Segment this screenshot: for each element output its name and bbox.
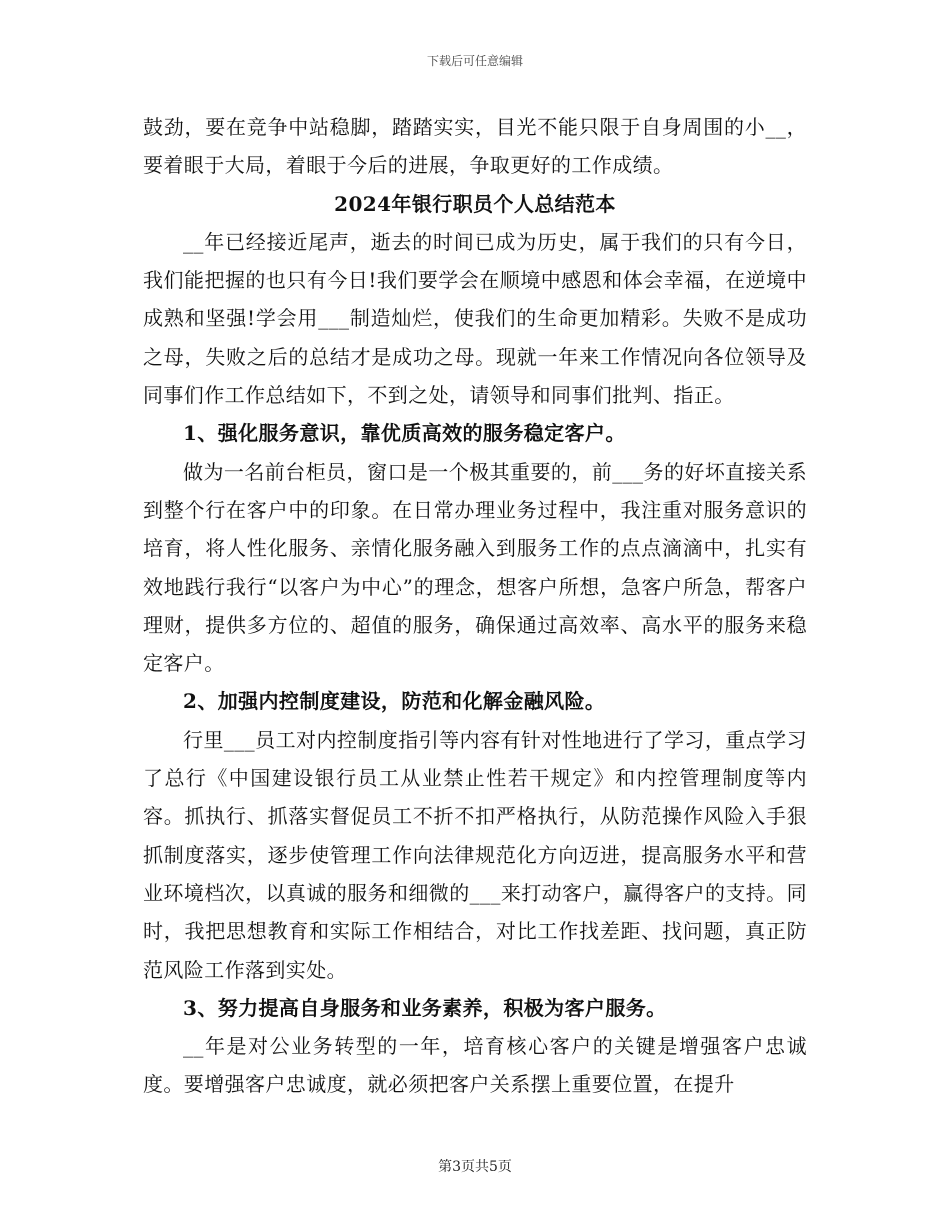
opening-paragraph: __年已经接近尾声，逝去的时间已成为历史，属于我们的只有今日，我们能把握的也只有今日!我们要学会在顺境中感恩和体会幸福，在逆境中成熟和坚强!学会用___制造灿烂，使我们的生命更加精彩。失败不是成功之母，失败之后的总结才是成功之母。现就一年来工作情况向各位领导及同事们作工作总结如下，不到之处，请领导和同事们批判、指正。 — [143, 229, 807, 408]
document-body — [143, 108, 807, 1104]
page-number: 第3页共5页 — [438, 1159, 512, 1175]
section-1-body: 做为一名前台柜员，窗口是一个极其重要的，前___务的好坏直接关系到整个行在客户中的印象。在日常办理业务过程中，我注重对服务意识的培育，将人性化服务、亲情化服务融入到服务工作的点点滴滴中，扎实有效地践行我行“以客户为中心”的理念，想客户所想，急客户所急，帮客户理财，提供多方位的、超值的服务，确保通过高效率、高水平的服务来稳定客户。 — [143, 459, 807, 676]
document-title: 2024年银行职员个人总结范本 — [334, 191, 616, 216]
page-header: 下载后可任意编辑 — [426, 54, 523, 68]
section-3-body: __年是对公业务转型的一年，培育核心客户的关键是增强客户忠诚度。要增强客户忠诚度，就必须把客户关系摆上重要位置，在提升 — [143, 1034, 807, 1097]
section-3-heading: 3、努力提高自身服务和业务素养，积极为客户服务。 — [183, 995, 667, 1020]
intro-continuation: 鼓劲，要在竞争中站稳脚，踏踏实实，目光不能只限于自身周围的小__，要着眼于大局，着眼于今后的进展，争取更好的工作成绩。 — [143, 115, 807, 178]
section-2-body: 行里___员工对内控制度指引等内容有针对性地进行了学习，重点学习了总行《中国建设银行员工从业禁止性若干规定》和内控管理制度等内容。抓执行、抓落实督促员工不折不扣严格执行，从防范操作风险入手狠抓制度落实，逐步使管理工作向法律规范化方向迈进，提高服务水平和营业环境档次，以真诚的服务和细微的___来打动客户，赢得客户的支持。同时，我把思想教育和实际工作相结合，对比工作找差距、找问题，真正防范风险工作落到实处。 — [143, 727, 807, 982]
section-2-heading: 2、加强内控制度建设，防范和化解金融风险。 — [183, 689, 606, 714]
section-1-heading: 1、强化服务意识，靠优质高效的服务稳定客户。 — [183, 421, 626, 446]
